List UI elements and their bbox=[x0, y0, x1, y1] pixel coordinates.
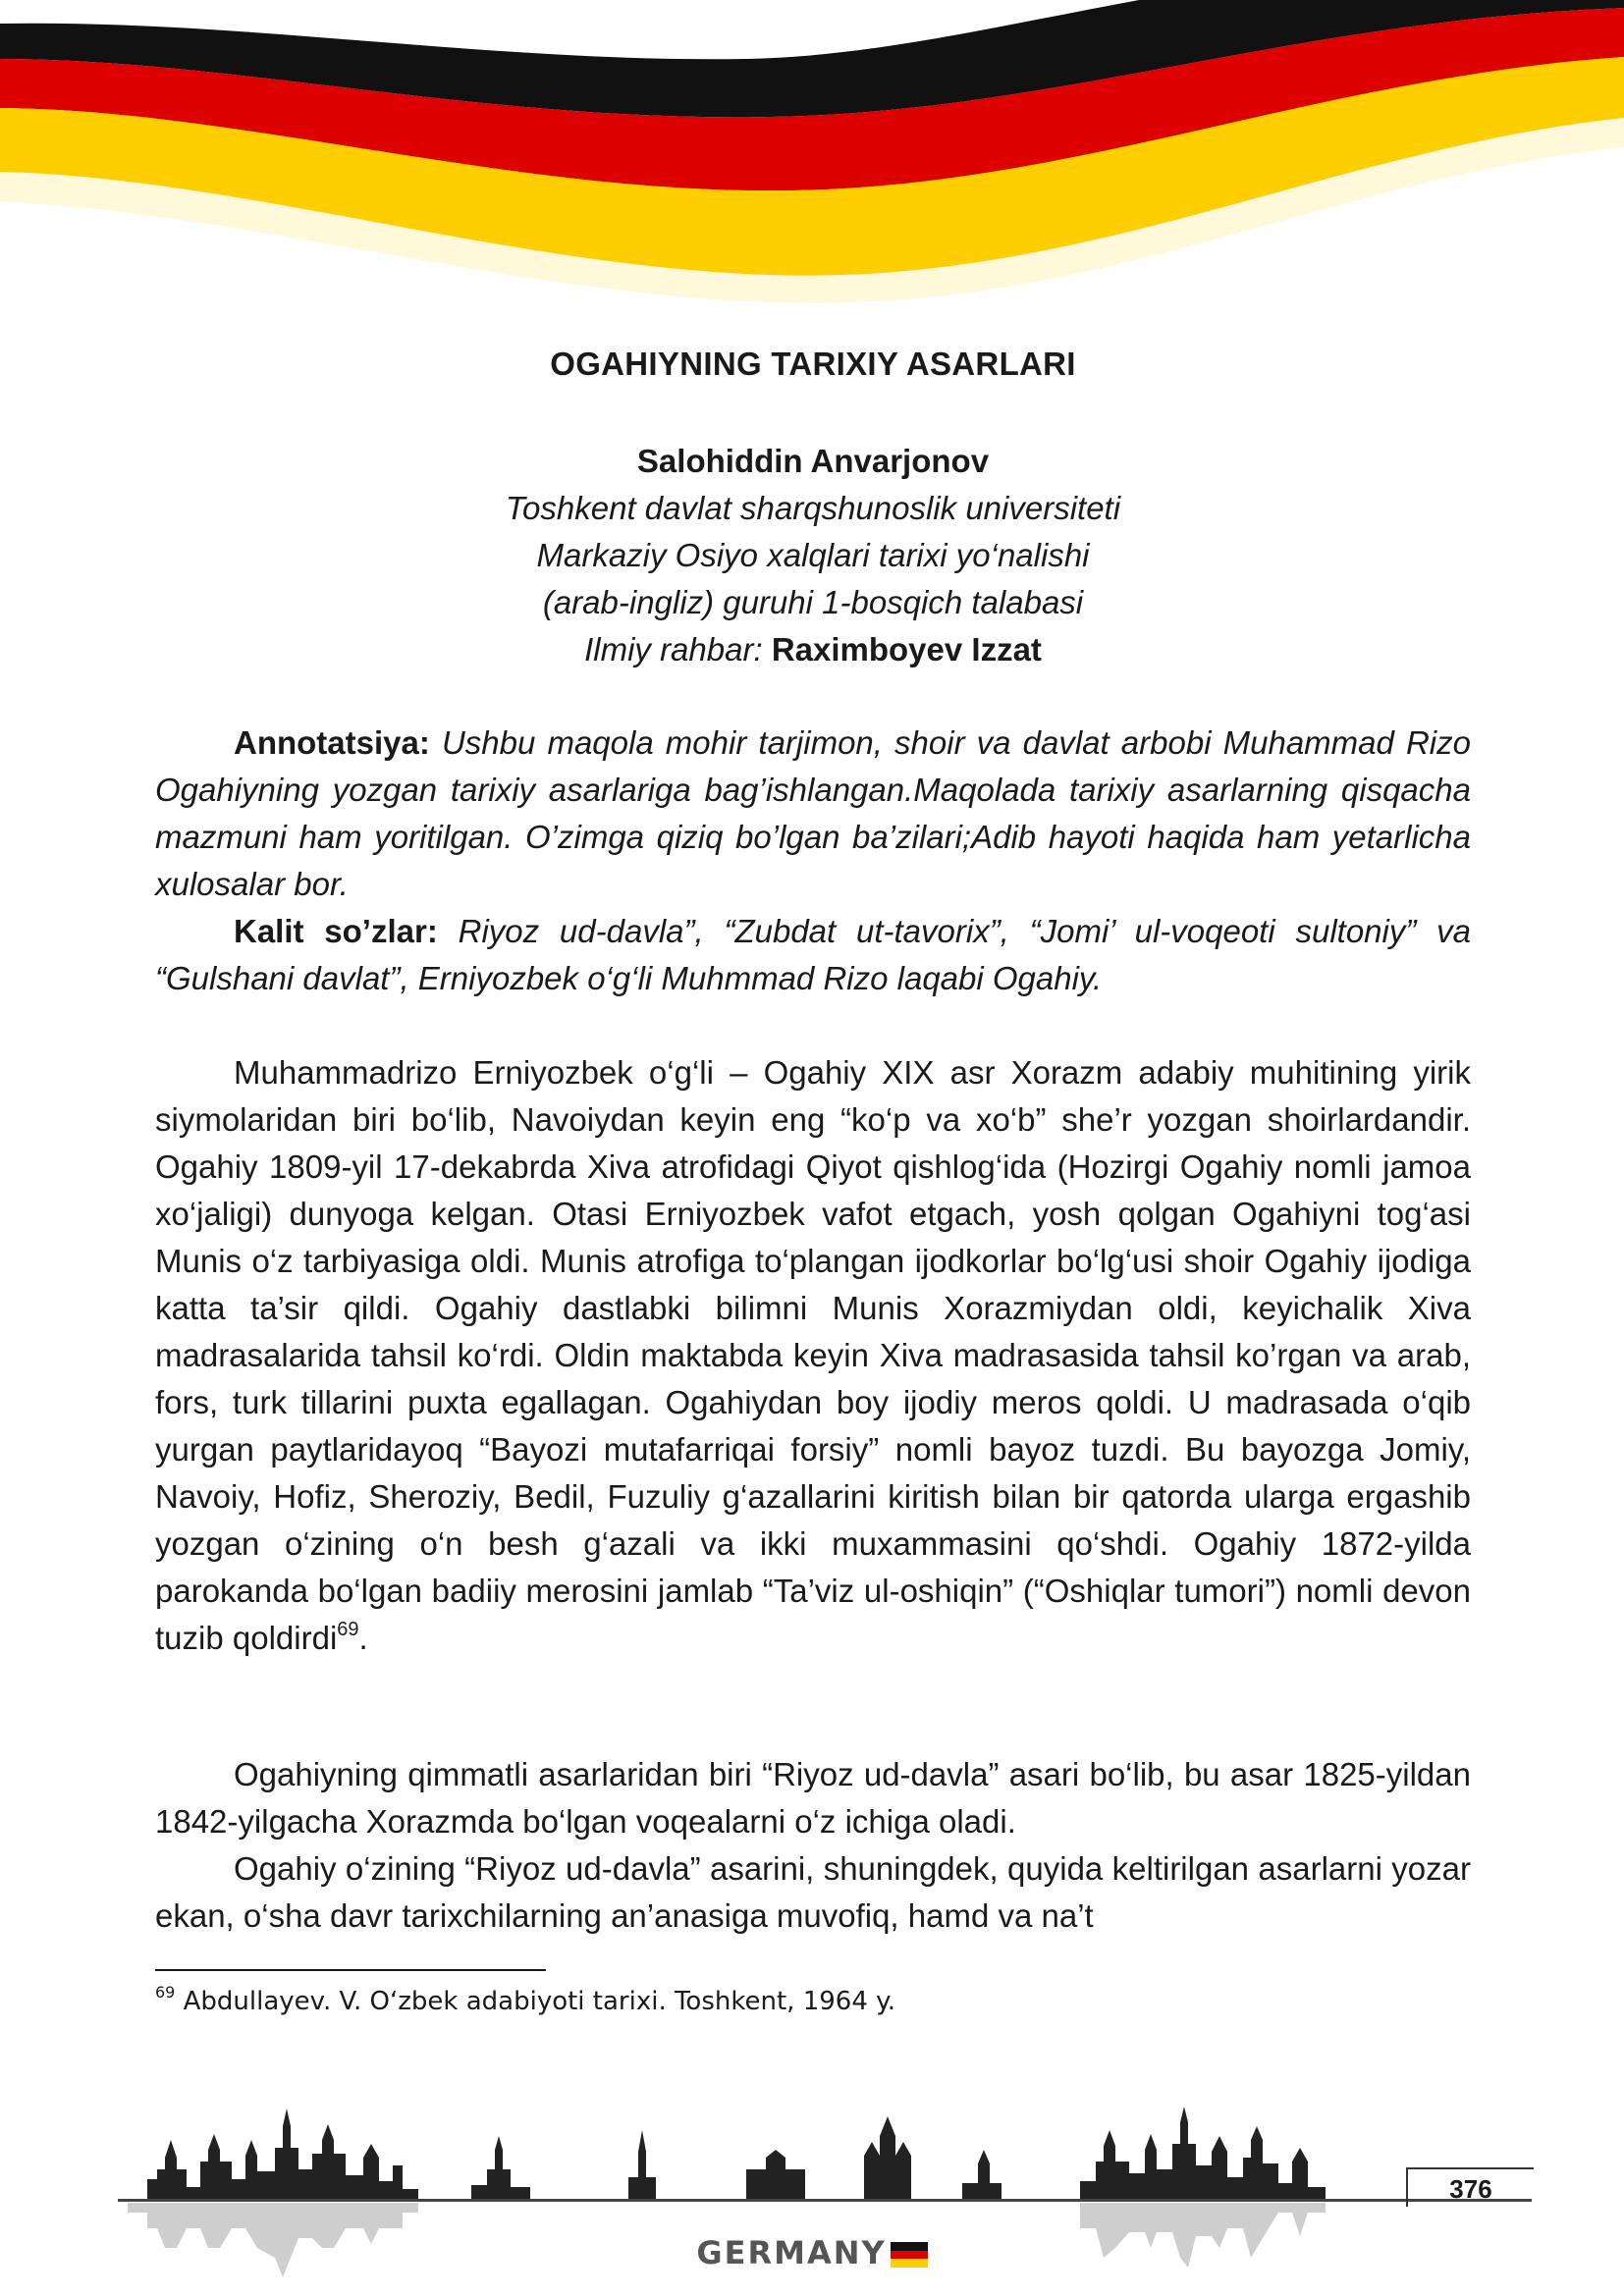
author-block bbox=[155, 438, 1471, 673]
body-paragraph-1 bbox=[155, 1049, 1471, 1662]
footnote-ref[interactable]: 69 bbox=[337, 1619, 359, 1640]
affiliation-line-2: Markaziy Osiyo xalqlari tarixi yo‘nalishi bbox=[536, 537, 1090, 573]
paragraph-3-text: Ogahiy o‘zining “Riyoz ud-davla” asarini, shuningdek, quyida keltirilgan asarlarni yozar ekan, o‘sha davr tarixchilarning an’anasiga muvofiq, hamd va na’t bbox=[155, 1850, 1471, 1934]
page-number: 376 bbox=[1406, 2167, 1534, 2207]
annotation-text: Ushbu maqola mohir tarjimon, shoir va davlat arbobi Muhammad Rizo Ogahiyning yozgan tarixiy asarlariga bag’ishlangan.Maqolada tarixiy asarlarning qisqacha mazmuni ham yoritilgan. O’zimga qiziq bo’lgan ba’zilari;Adib hayoti haqida ham yetarlicha xulosalar bor. bbox=[155, 724, 1471, 902]
paper-title: OGAHIYNING TARIXIY ASARLARI bbox=[550, 346, 1076, 382]
affiliation-line-3: (arab-ingliz) guruhi 1-bosqich talabasi bbox=[542, 584, 1084, 620]
affiliation-line-1: Toshkent davlat sharqshunoslik universiteti bbox=[505, 490, 1121, 526]
body-paragraph-2 bbox=[155, 1751, 1471, 1845]
paragraph-1-end: . bbox=[358, 1620, 368, 1656]
country-label-text: GERMANY bbox=[696, 2234, 887, 2271]
supervisor-line bbox=[155, 626, 1471, 673]
paragraph-2-text: Ogahiyning qimmatli asarlaridan biri “Riyoz ud-davla” asari bo‘lib, bu asar 1825-yildan 1842-yilgacha Xorazmda bo‘lgan voqealarni o‘z ichiga oladi. bbox=[155, 1756, 1471, 1840]
supervisor-name: Raximboyev Izzat bbox=[771, 631, 1042, 667]
supervisor-label: Ilmiy rahbar: bbox=[584, 631, 763, 667]
germany-flag-icon bbox=[891, 2242, 928, 2268]
keywords-text: Riyoz ud-davla”, “Zubdat ut-tavorix”, “Jomi’ ul-voqeoti sultoniy” va “Gulshani davlat”, Erniyozbek o‘g‘li Muhmmad Rizo laqabi Ogahiy. bbox=[155, 913, 1471, 996]
author-name: Salohiddin Anvarjonov bbox=[636, 443, 990, 479]
germany-flag-wave-decoration bbox=[0, 0, 1624, 334]
paragraph-1-text: Muhammadrizo Erniyozbek o‘g‘li – Ogahiy XIX asr Xorazm adabiy muhitining yirik siymolaridan biri bo‘lib, Navoiydan keyin eng “ko‘p va xo‘b” she’r yozgan shoirlardandir. Ogahiy 1809-yil 17-dekabrda Xiva atrofidagi Qiyot qishlog‘ida (Hozirgi Ogahiy nomli jamoa xo‘jaligi) dunyoga kelgan. Otasi Erniyozbek vafot etgach, yosh qolgan Ogahiyni tog‘asi Munis o‘z tarbiyasiga oldi. Munis atrofiga to‘plangan ijodkorlar bo‘lg‘usi shoir Ogahiy ijodiga katta ta’sir qildi. Ogahiy dastlabki bilimni Munis Xorazmiydan oldi, keyichalik Xiva madrasalarida tahsil ko‘rdi. Oldin maktabda keyin Xiva madrasasida tahsil ko’rgan va arab, fors, turk tillarini puxta egallagan. Ogahiydan boy ijodiy meros qoldi. U madrasada o‘qib yurgan paytlaridayoq “Bayozi mutafarriqai forsiy” nomli bayoz tuzdi. Bu bayozga Jomiy, Navoiy, Hofiz, Sheroziy, Bedil, Fuzuliy g‘azallarini kiritish bilan bir qatorda ularga ergashib yozgan o‘zining o‘n besh g‘azali va ikki muxammasini qo‘shdi. Ogahiy 1872-yilda parokanda bo‘lgan badiiy merosini jamlab “Ta’viz ul-oshiqin” (“Oshiqlar tumori”) nomli devon tuzib qoldirdi bbox=[155, 1054, 1471, 1656]
annotation-label: Annotatsiya: bbox=[234, 724, 430, 761]
annotation-paragraph bbox=[155, 720, 1471, 908]
footnote bbox=[155, 1983, 896, 2016]
footnote-text: Abdullayev. V. O‘zbek adabiyoti tarixi. Toshkent, 1964 y. bbox=[175, 1987, 896, 2016]
footnote-number: 69 bbox=[155, 1983, 176, 2002]
keywords-paragraph bbox=[155, 908, 1471, 1002]
keywords-label: Kalit so’zlar: bbox=[234, 913, 438, 949]
body-paragraph-3 bbox=[155, 1845, 1471, 1940]
footer-country-label bbox=[0, 2234, 1624, 2271]
abstract-section bbox=[155, 720, 1471, 1002]
footnote-divider bbox=[155, 1969, 546, 1971]
